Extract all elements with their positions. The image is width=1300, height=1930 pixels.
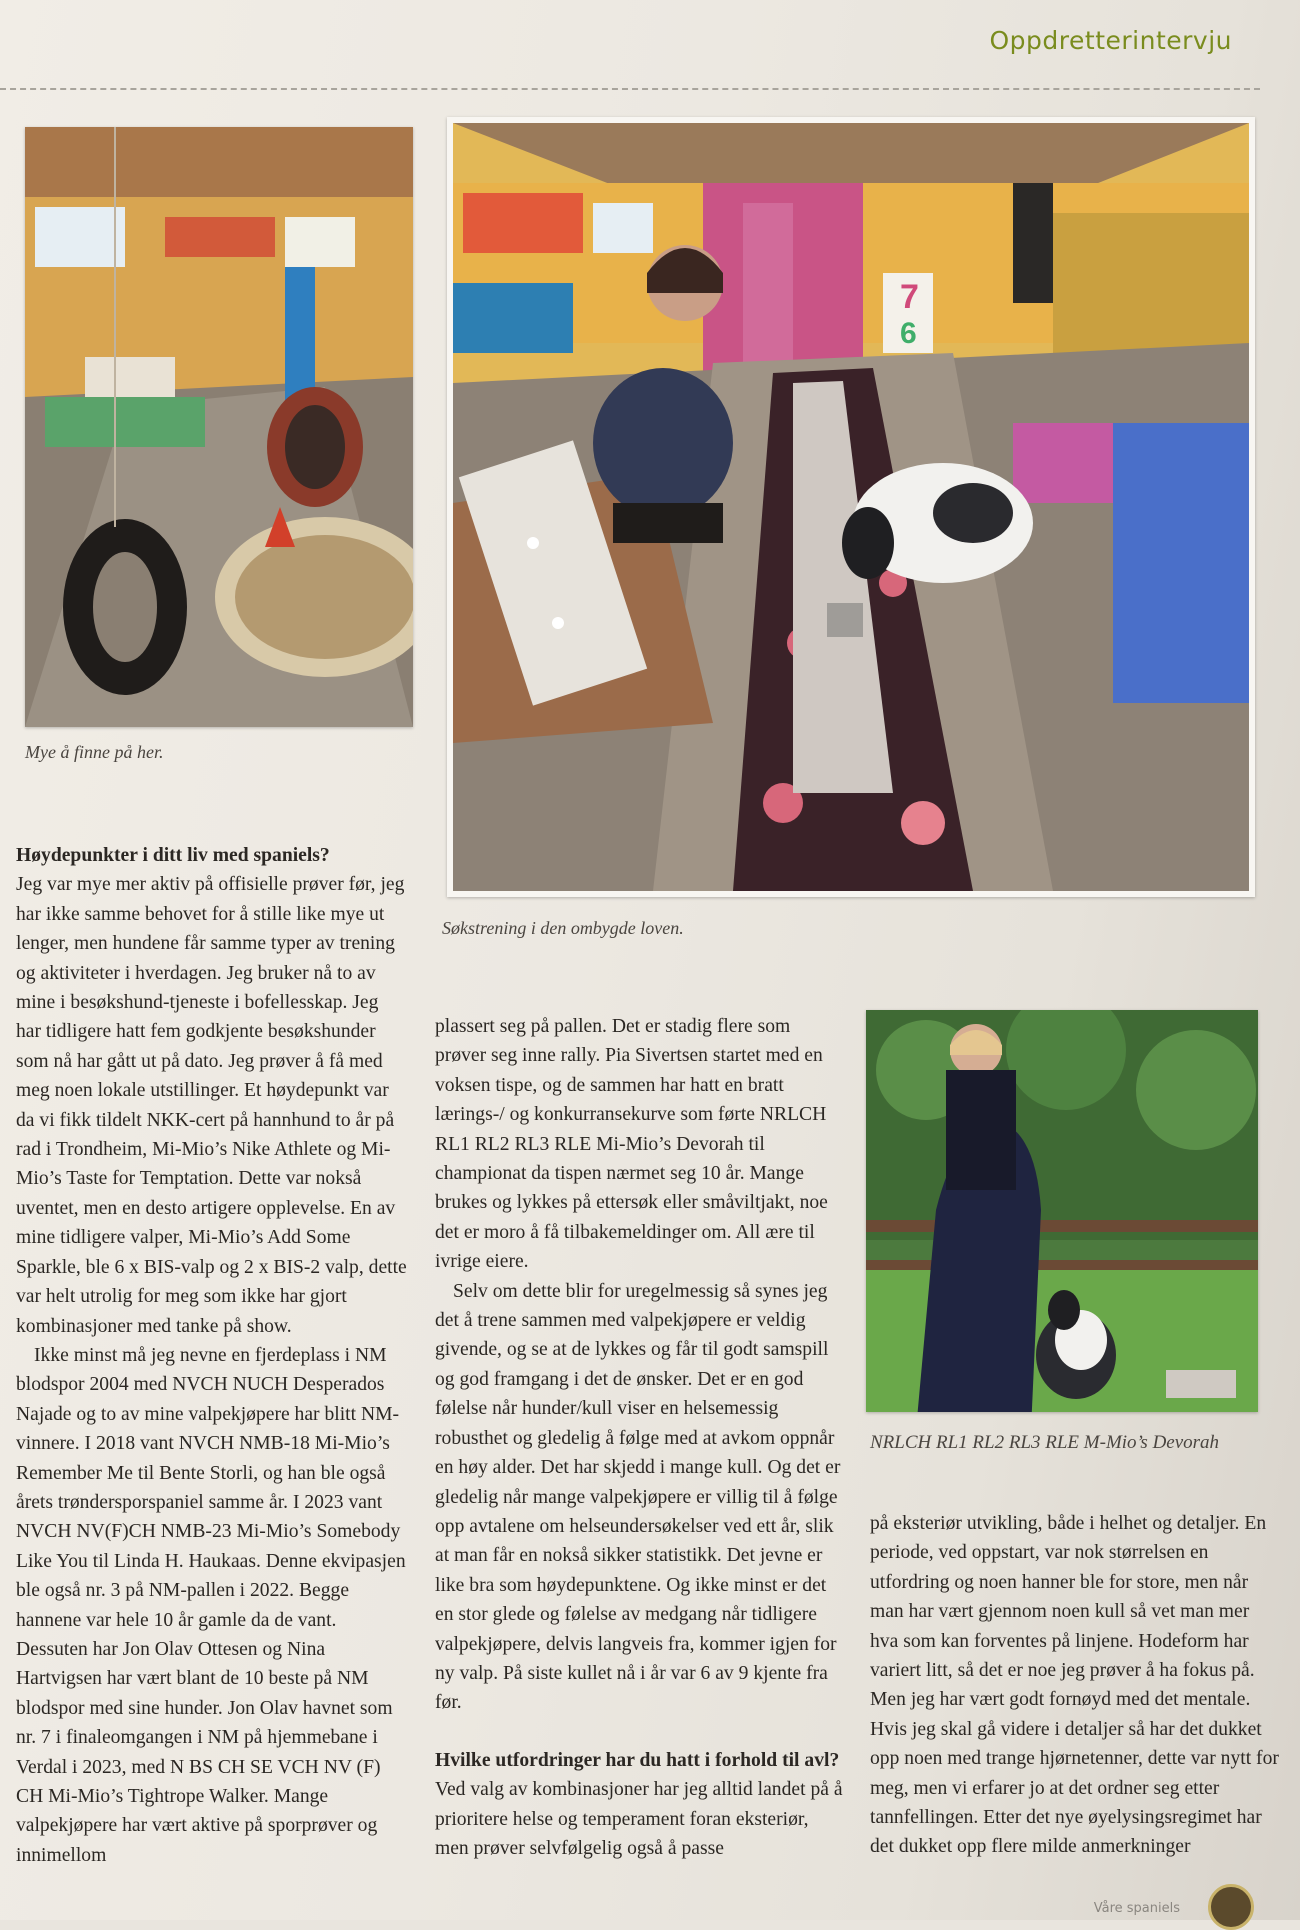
section-title: Oppdretterintervju [989,26,1232,55]
photo-scent-training [447,117,1255,897]
paragraph: Ikke minst må jeg nevne en fjerdeplass i NM blodspor 2004 med NVCH NUCH Desperados Najade og to av mine valpekjøpere har blitt NM-vinnere. I 2018 vant NVCH NMB-18 Mi-Mio’s Remember Me til Bente Storli, og han ble også årets trøndersporspaniel samme år. I 2023 vant NVCH NV(F)CH NMB-23 Mi-Mio’s Somebody Like You til Linda H. Haukaas. Denne ekvipasjen ble også nr. 3 på NM-pallen i 2022. Begge hannene var hele 10 år gamle da de vant. Dessuten har Jon Olav Ottesen og Nina Hartvigsen har vært blant de 10 beste på NM blodspor med sine hunder. Jon Olav havnet som nr. 7 i finaleomgangen i NM på hjemmebane i Verdal i 2023, med N BS CH SE VCH NV (F) CH Mi-Mio’s Tightrope Walker. Mange valpekjøpere har vært aktive på sporprøver og innimellom [16,1344,406,1866]
paragraph: Selv om dette blir for uregelmessig så synes jeg det å trene sammen med valpekjøpere er veldig givende, og se at de lykkes og får til godt samspill og god framgang i det de ønsker. Det er en god følelse når hunder/kull viser en helsemessig robusthet og gledelig å følge med at avkom oppnår en høy alder. Det har skjedd i mange kull. Og det er gledelig når mange valpekjøpere er villig til å følge opp avtalene om helseundersøkelser ved ett år, slik at man får en nokså sikker statistikk. Det jevne er like bra som høydepunktene. Og ikke minst er det en stor glede og følelse av medgang når tidligere valpekjøpere, delvis langveis fra, kommer igjen for ny valp. På siste kullet nå i år var 6 av 9 kjente fra før. [435,1280,841,1714]
footer-magazine-name: Våre spaniels [1093,1901,1180,1916]
article-column-1 [16,841,408,1870]
photo-training-room [25,127,413,727]
photo-rally-dog [866,1010,1258,1412]
heading-challenges: Hvilke utfordringer har du hatt i forhold til avl? [435,1749,840,1771]
article-column-2 [435,1012,843,1863]
dashed-divider [0,88,1260,90]
caption-left: Mye å finne på her. [25,742,164,762]
magazine-logo-icon [1208,1884,1254,1930]
sign-digit-top: 7 [900,278,919,316]
caption-right: NRLCH RL1 RL2 RL3 RLE M-Mio’s Devorah [870,1432,1220,1453]
heading-highlights: Høydepunkter i ditt liv med spaniels? [16,845,330,866]
paragraph: Jeg var mye mer aktiv på offisielle prøver før, jeg har ikke samme behovet for å stille like mye ut lenger, men hundene får samme typer av trening og aktiviteter i hverdagen. Jeg bruker nå to av mine i besøkshund-tjeneste i bofellesskap. Jeg har tidligere hatt fem godkjente besøkshunder som nå har gått ut på dato. Jeg prøver å få med meg noen lokale utstillinger. Et høydepunkt var da vi fikk tildelt NKK-cert på hannhund to år på rad i Trondheim, Mi-Mio’s Nike Athlete og Mi-Mio’s Taste for Temptation. Dette var nokså uventet, men en desto artigere opplevelse. En av mine tidligere valper, Mi-Mio’s Add Some Sparkle, ble 6 x BIS-valp og 2 x BIS-2 valp, dette var helt utrolig for meg som ikke har gjort kombinasjoner med tanke på show. [16,874,407,1337]
sign-digit-bottom: 6 [900,317,917,350]
article-column-3 [870,1509,1282,1862]
paragraph: Ved valg av kombinasjoner har jeg alltid landet på å prioritere helse og temperament foran eksteriør, men prøver selvfølgelig også å passe [435,1779,843,1859]
paragraph: på eksteriør utvikling, både i helhet og detaljer. En periode, ved oppstart, var nok størrelsen en utfordring og noen hanner ble for store, men når man har vært gjennom noen kull så vet man mer hva som kan forventes på linjene. Hodeform har variert litt, så det er noe jeg prøver å ha fokus på. Men jeg har vært godt fornøyd med det mentale. Hvis jeg skal gå videre i detaljer så har det dukket opp noen med trange hjørnetenner, dette var nytt for meg, men vi erfarer jo at det ordner seg etter tannfellingen. Etter det nye øyelysingsregimet har det dukket opp flere milde anmerkninger [870,1513,1279,1858]
paragraph: plassert seg på pallen. Det er stadig flere som prøver seg inne rally. Pia Sivertsen startet med en voksen tispe, og de sammen har hatt en bratt lærings-/ og konkurransekurve som førte NRLCH RL1 RL2 RL3 RLE Mi-Mio’s Devorah til championat da tispen nærmet seg 10 år. Mange brukes og lykkes på ettersøk eller småviltjakt, noe det er moro å få tilbakemeldinger om. All ære til ivrige eiere. [435,1016,828,1273]
caption-center: Søkstrening i den ombygde loven. [442,918,684,938]
